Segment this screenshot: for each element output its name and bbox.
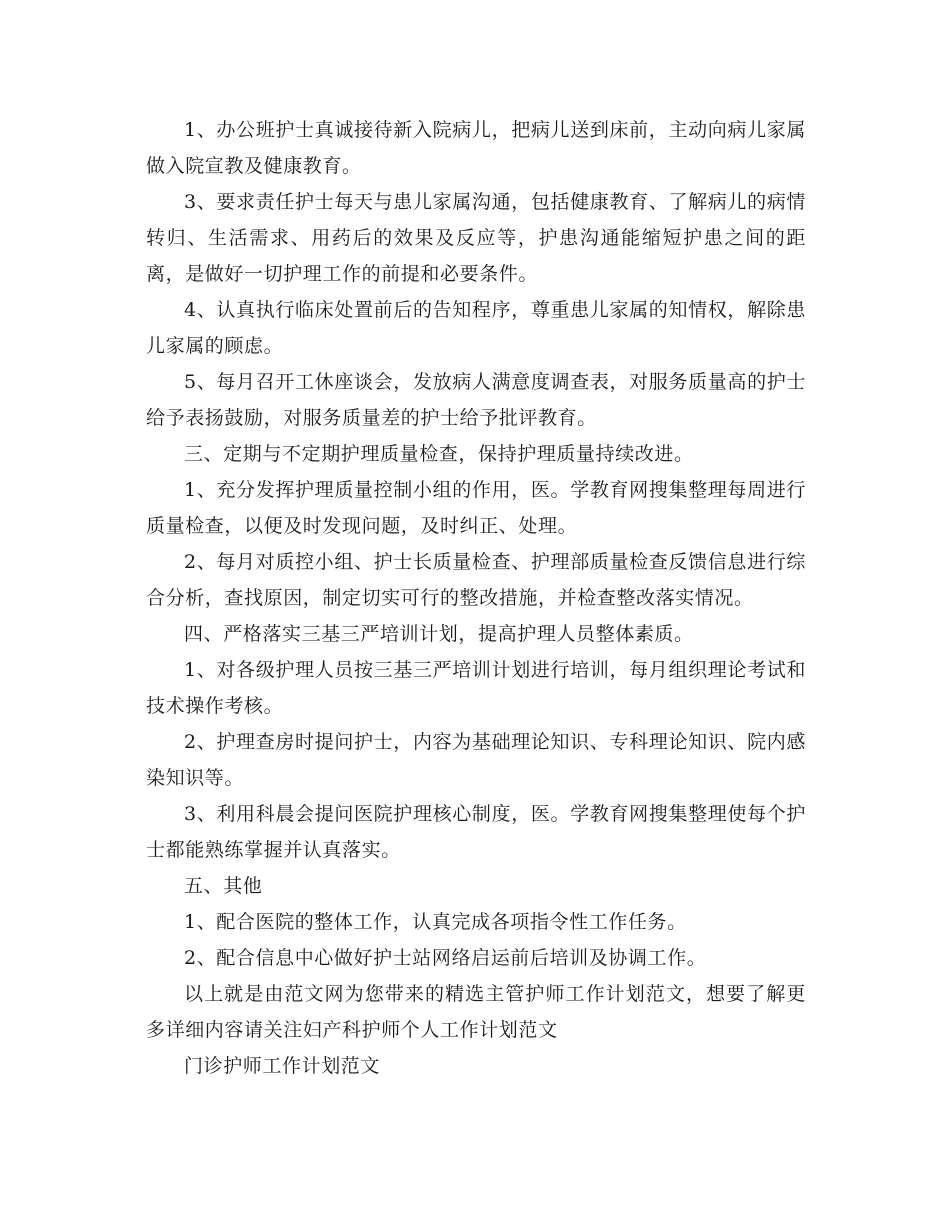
next-title: 门诊护师工作计划范文 <box>184 1055 381 1077</box>
paragraph-9: 3、利用科晨会提问医院护理核心制度，医。学教育网搜集整理使每个护士都能熟练掌握并认真落实。 <box>146 803 806 861</box>
paragraph-4: 5、每月召开工休座谈会，发放病人满意度调查表，对服务质量高的护士给予表扬鼓励，对服务质量差的护士给予批评教育。 <box>146 371 806 429</box>
section-heading-5: 五、其他 <box>184 875 263 897</box>
section-heading-3: 三、定期与不定期护理质量检查，保持护理质量持续改进。 <box>184 443 694 465</box>
paragraph-10: 1、配合医院的整体工作，认真完成各项指令性工作任务。 <box>184 911 687 933</box>
paragraph-3: 4、认真执行临床处置前后的告知程序，尊重患儿家属的知情权，解除患儿家属的顾虑。 <box>146 299 806 357</box>
paragraph-8: 2、护理查房时提问护士，内容为基础理论知识、专科理论知识、院内感染知识等。 <box>146 731 806 789</box>
document-body <box>146 112 806 1084</box>
paragraph-1: 1、办公班护士真诚接待新入院病儿，把病儿送到床前，主动向病儿家属做入院宣教及健康教育。 <box>146 119 806 177</box>
closing-paragraph: 以上就是由范文网为您带来的精选主管护师工作计划范文，想要了解更多详细内容请关注妇产科护师个人工作计划范文 <box>146 983 806 1041</box>
paragraph-2: 3、要求责任护士每天与患儿家属沟通，包括健康教育、了解病儿的病情转归、生活需求、用药后的效果及反应等，护患沟通能缩短护患之间的距离，是做好一切护理工作的前提和必要条件。 <box>146 191 806 285</box>
section-heading-4: 四、严格落实三基三严培训计划，提高护理人员整体素质。 <box>184 623 694 645</box>
paragraph-6: 2、每月对质控小组、护士长质量检查、护理部质量检查反馈信息进行综合分析，查找原因，制定切实可行的整改措施，并检查整改落实情况。 <box>146 551 806 609</box>
paragraph-11: 2、配合信息中心做好护士站网络启运前后培训及协调工作。 <box>184 947 707 969</box>
paragraph-5: 1、充分发挥护理质量控制小组的作用，医。学教育网搜集整理每周进行质量检查，以便及时发现问题，及时纠正、处理。 <box>146 479 806 537</box>
paragraph-7: 1、对各级护理人员按三基三严培训计划进行培训，每月组织理论考试和技术操作考核。 <box>146 659 806 717</box>
